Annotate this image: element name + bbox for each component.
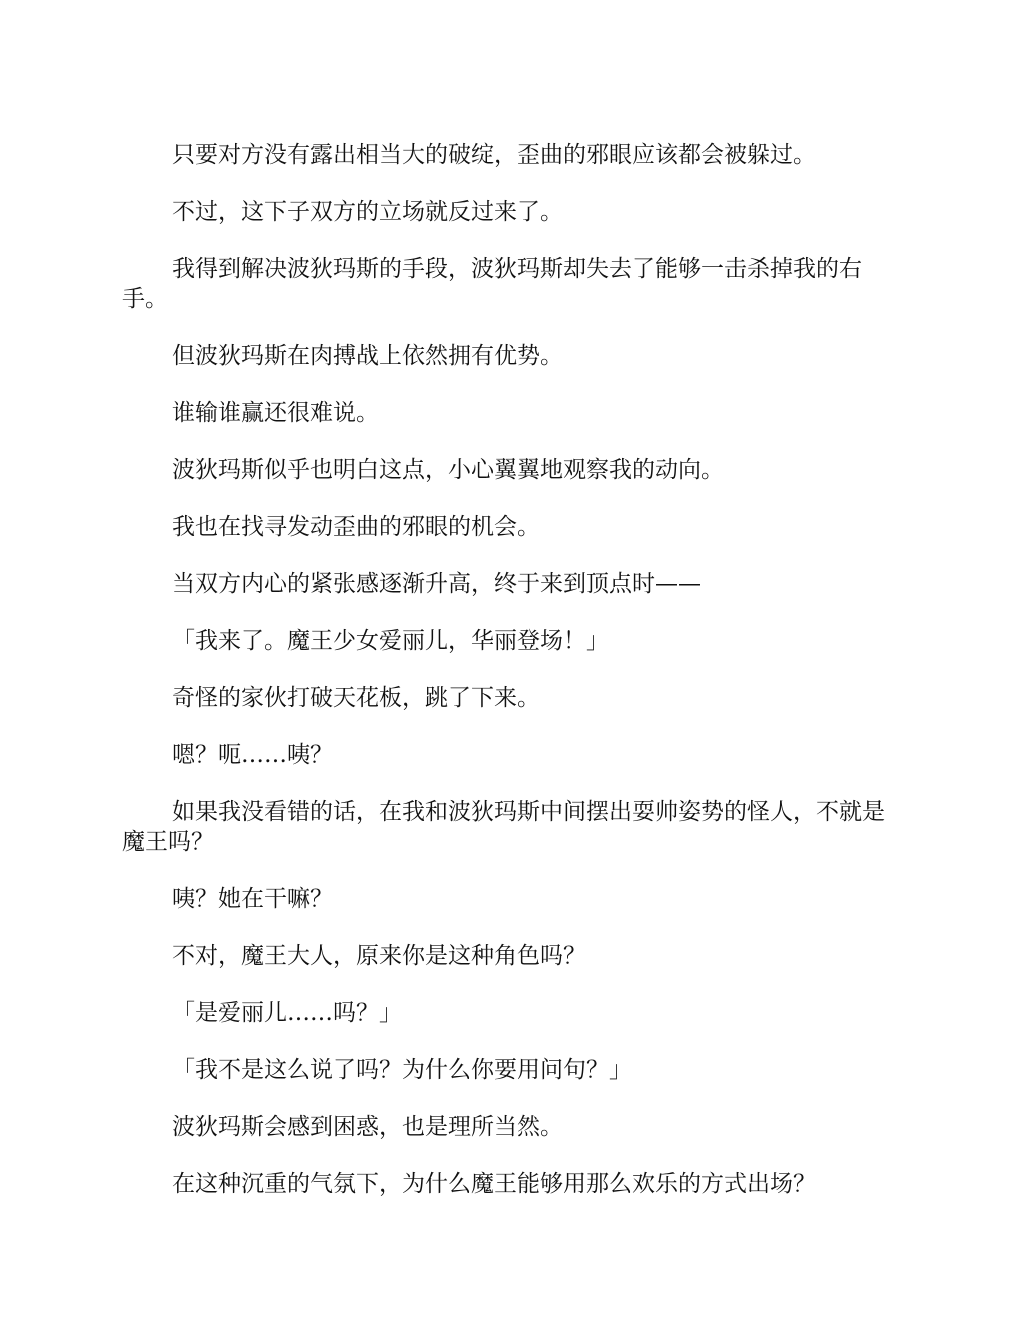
paragraph: 只要对方没有露出相当大的破绽，歪曲的邪眼应该都会被躲过。	[172, 142, 816, 168]
paragraph: 不过，这下子双方的立场就反过来了。	[172, 199, 563, 225]
paragraph: 在这种沉重的气氛下，为什么魔王能够用那么欢乐的方式出场？	[172, 1171, 816, 1197]
text-column	[122, 140, 898, 1226]
paragraph: 谁输谁赢还很难说。	[172, 400, 379, 426]
paragraph: 咦？她在干嘛？	[172, 886, 333, 912]
paragraph: 但波狄玛斯在肉搏战上依然拥有优势。	[172, 343, 563, 369]
paragraph: 不对，魔王大人，原来你是这种角色吗？	[172, 943, 586, 969]
paragraph: 奇怪的家伙打破天花板，跳了下来。	[172, 685, 540, 711]
paragraph: 波狄玛斯会感到困惑，也是理所当然。	[172, 1114, 563, 1140]
paragraph: 嗯？呃……咦？	[172, 742, 333, 768]
paragraph: 我得到解决波狄玛斯的手段，波狄玛斯却失去了能够一击杀掉我的右手。	[122, 256, 862, 312]
paragraph: 当双方内心的紧张感逐渐升高，终于来到顶点时——	[172, 571, 701, 597]
paragraph: 我也在找寻发动歪曲的邪眼的机会。	[172, 514, 540, 540]
paragraph: 如果我没看错的话，在我和波狄玛斯中间摆出耍帅姿势的怪人，不就是魔王吗？	[122, 799, 885, 855]
dialogue-paragraph: 「是爱丽儿……吗？」	[172, 1000, 402, 1026]
paragraph: 波狄玛斯似乎也明白这点，小心翼翼地观察我的动向。	[172, 457, 724, 483]
dialogue-paragraph: 「我不是这么说了吗？为什么你要用问句？」	[172, 1057, 632, 1083]
dialogue-paragraph: 「我来了。魔王少女爱丽儿，华丽登场！」	[172, 628, 609, 654]
